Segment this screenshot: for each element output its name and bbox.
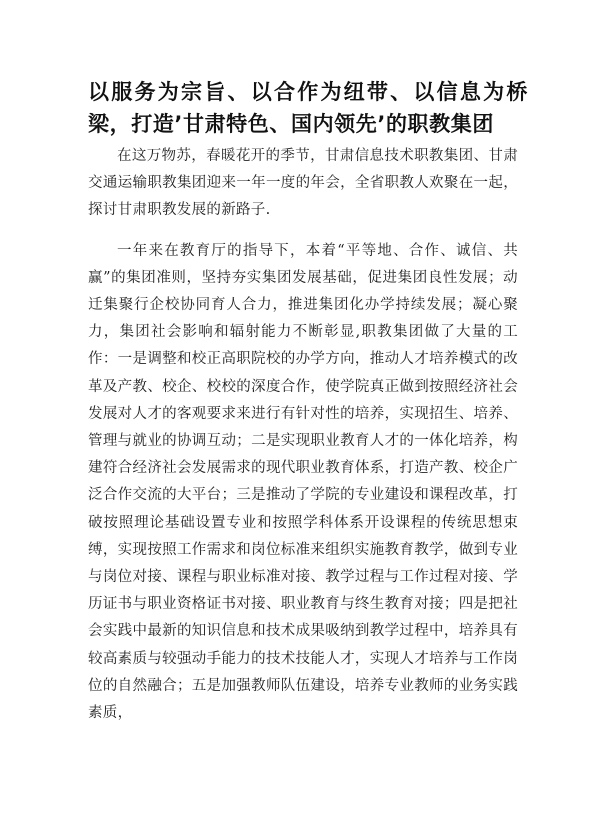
paragraph-intro: 在这万物苏，春暖花开的季节，甘肃信息技术职教集团、甘肃交通运输职教集团迎来一年一度的年会，全省职教人欢聚在一起，探讨甘肃职教发展的新路子. [88, 148, 518, 219]
paragraph-work-summary: 一年来在教育厅的指导下，本着“平等地、合作、诚信、共赢”的集团准则，坚持夯实集团发展基础，促进集团良性发展；动迁集聚行企校协同育人合力，推进集团化办学持续发展；凝心聚力，集团社会影响和辐射能力不断彰显,职教集团做了大量的工作：一是调整和校正高职院校的办学方向，推动人才培养模式的改革及产教、校企、校校的深度合作，使学院真正做到按照经济社会发展对人才的客观要求来进行有针对性的培养，实现招生、培养、管理与就业的协调互动；二是实现职业教育人才的一体化培养，构建符合经济社会发展需求的现代职业教育体系，打造产教、校企广泛合作交流的大平台；三是推动了学院的专业建设和课程改革，打破按照理论基础设置专业和按照学科体系开设课程的传统思想束缚，实现按照工作需求和岗位标准来组织实施教育教学，做到专业与岗位对接、课程与职业标准对接、教学过程与工作过程对接、学历证书与职业资格证书对接、职业教育与终生教育对接；四是把社会实践中最新的知识信息和技术成果吸纳到教学过程中，培养具有较高素质与较强动手能力的技术技能人才，实现人才培养与工作岗位的自然融合；五是加强教师队伍建设，培养专业教师的业务实践素质， [88, 242, 518, 722]
document-title: 以服务为宗旨、以合作为纽带、以信息为桥梁，打造’甘肃特色、国内领先’的职教集团 [88, 80, 528, 136]
document-body [88, 143, 518, 727]
